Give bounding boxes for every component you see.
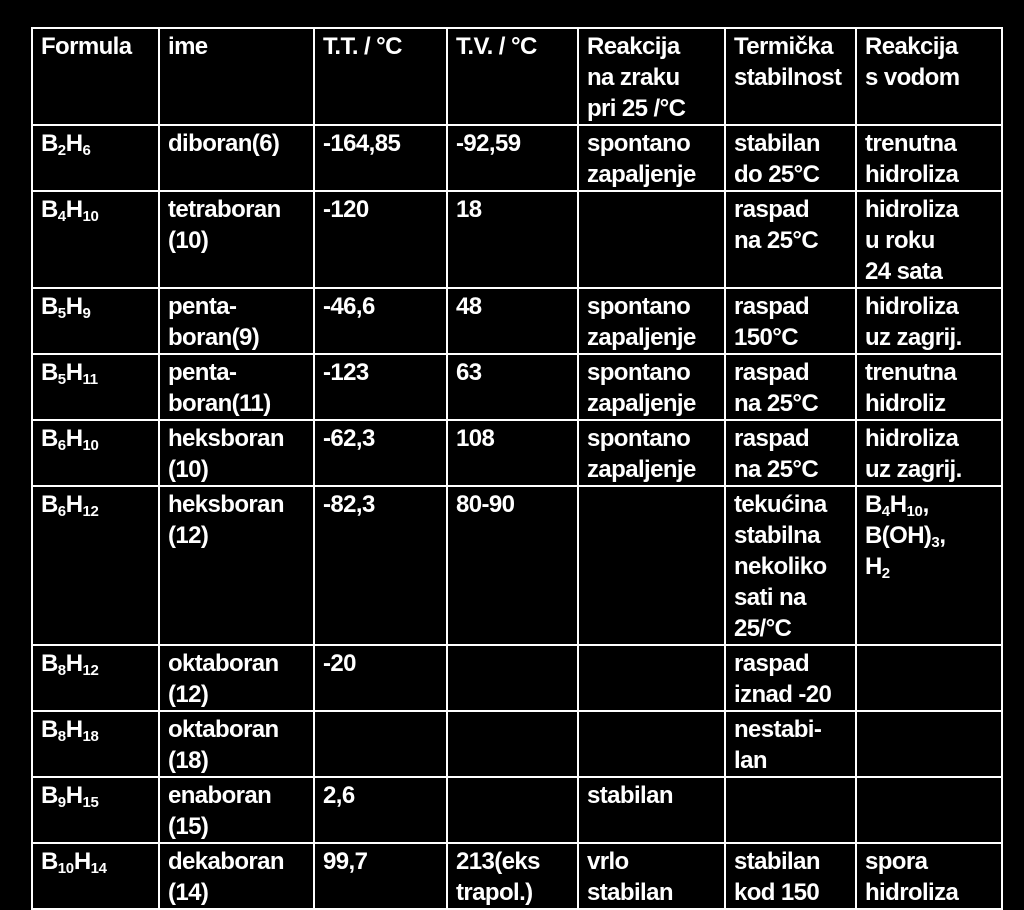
table-row <box>32 486 1002 645</box>
formula-subscript: 4 <box>57 208 66 225</box>
formula-subscript: 8 <box>57 662 66 679</box>
formula-subscript: 14 <box>90 860 107 877</box>
formula-element: B <box>41 196 58 223</box>
header-thermal-stability: Termička stabilnost <box>725 28 856 125</box>
cell-water-reaction: hidroliza uz zagrij. <box>856 288 1002 354</box>
table-row <box>32 777 1002 843</box>
formula-element: H <box>889 491 907 518</box>
chemical-formula <box>41 359 98 386</box>
formula-element: H <box>65 425 83 452</box>
cell-water-reaction: hidroliza uz zagrij. <box>856 420 1002 486</box>
formula-subscript: 9 <box>82 305 91 322</box>
formula-element: B <box>41 782 58 809</box>
cell-water-reaction: hidroliza u roku 24 sata <box>856 191 1002 288</box>
cell-name: oktaboran (12) <box>159 645 314 711</box>
cell-water-reaction <box>856 711 1002 777</box>
cell-boiling-point: 48 <box>447 288 578 354</box>
table-header-row <box>32 28 1002 125</box>
table-row <box>32 288 1002 354</box>
borane-properties-sheet <box>31 27 1001 906</box>
cell-name: dekaboran (14) <box>159 843 314 909</box>
table-row <box>32 420 1002 486</box>
table-row <box>32 711 1002 777</box>
formula-element: H <box>65 293 83 320</box>
cell-boiling-point: 63 <box>447 354 578 420</box>
chemical-formula <box>41 425 99 452</box>
cell-water-reaction: trenutna hidroliza <box>856 125 1002 191</box>
cell-melting-point: -20 <box>314 645 447 711</box>
cell-formula <box>32 486 159 645</box>
formula-subscript: 12 <box>82 662 99 679</box>
cell-thermal-stability: raspad iznad -20 <box>725 645 856 711</box>
header-melting-point: T.T. / °C <box>314 28 447 125</box>
formula-element: H <box>65 130 83 157</box>
formula-subscript: 5 <box>57 371 66 388</box>
cell-water-reaction <box>856 486 1002 645</box>
cell-melting-point: -82,3 <box>314 486 447 645</box>
formula-element: B <box>41 650 58 677</box>
cell-formula <box>32 191 159 288</box>
formula-element: B <box>41 359 58 386</box>
table-row <box>32 354 1002 420</box>
cell-thermal-stability: stabilan do 25°C <box>725 125 856 191</box>
formula-subscript: 11 <box>82 371 98 388</box>
formula-subscript: 10 <box>82 437 99 454</box>
cell-melting-point: -164,85 <box>314 125 447 191</box>
cell-formula <box>32 354 159 420</box>
cell-name: heksboran (10) <box>159 420 314 486</box>
cell-air-reaction: stabilan <box>578 777 725 843</box>
formula-subscript: 12 <box>82 503 99 520</box>
formula-element: B <box>865 491 882 518</box>
chemical-formula <box>41 196 99 223</box>
formula-subscript: 6 <box>57 437 66 454</box>
table-row <box>32 645 1002 711</box>
formula-line <box>865 489 993 520</box>
cell-boiling-point: 18 <box>447 191 578 288</box>
cell-thermal-stability <box>725 777 856 843</box>
cell-formula <box>32 711 159 777</box>
cell-water-reaction <box>856 645 1002 711</box>
chemical-formula <box>41 650 99 677</box>
formula-subscript: 2 <box>881 565 890 582</box>
formula-element: H <box>65 491 83 518</box>
cell-air-reaction: vrlo stabilan <box>578 843 725 909</box>
formula-element: H <box>65 359 83 386</box>
cell-melting-point: -123 <box>314 354 447 420</box>
cell-air-reaction <box>578 486 725 645</box>
formula-subscript: 4 <box>881 503 890 520</box>
header-water-reaction: Reakcija s vodom <box>856 28 1002 125</box>
formula-subscript: 18 <box>82 728 99 745</box>
formula-subscript: 10 <box>57 860 74 877</box>
cell-boiling-point: -92,59 <box>447 125 578 191</box>
cell-formula <box>32 843 159 909</box>
formula-element: , <box>922 491 929 518</box>
formula-element: H <box>65 716 83 743</box>
formula-element: B(OH) <box>865 522 932 549</box>
table-row <box>32 125 1002 191</box>
header-air-reaction: Reakcija na zraku pri 25 /°C <box>578 28 725 125</box>
cell-thermal-stability: raspad na 25°C <box>725 420 856 486</box>
chemical-formula <box>41 293 91 320</box>
cell-formula <box>32 777 159 843</box>
formula-element: H <box>65 196 83 223</box>
cell-boiling-point <box>447 777 578 843</box>
formula-subscript: 9 <box>57 794 66 811</box>
cell-formula <box>32 645 159 711</box>
header-formula: Formula <box>32 28 159 125</box>
cell-melting-point: -46,6 <box>314 288 447 354</box>
cell-thermal-stability: tekućina stabilna nekoliko sati na 25/°C <box>725 486 856 645</box>
cell-name: tetraboran (10) <box>159 191 314 288</box>
cell-water-reaction <box>856 777 1002 843</box>
cell-boiling-point: 213(eks trapol.) <box>447 843 578 909</box>
cell-water-reaction: trenutna hidroliz <box>856 354 1002 420</box>
cell-thermal-stability: raspad 150°C <box>725 288 856 354</box>
chemical-formula <box>41 491 99 518</box>
chemical-formula <box>865 491 929 518</box>
cell-thermal-stability: raspad na 25°C <box>725 354 856 420</box>
cell-melting-point <box>314 711 447 777</box>
formula-subscript: 6 <box>82 142 91 159</box>
formula-element: B <box>41 293 58 320</box>
chemical-formula <box>41 782 99 809</box>
header-name: ime <box>159 28 314 125</box>
formula-element: H <box>65 650 83 677</box>
formula-subscript: 5 <box>57 305 66 322</box>
formula-element: H <box>865 553 882 580</box>
cell-formula <box>32 125 159 191</box>
cell-thermal-stability: stabilan kod 150 <box>725 843 856 909</box>
formula-subscript: 15 <box>82 794 99 811</box>
chemical-formula <box>41 130 91 157</box>
cell-air-reaction: spontano zapaljenje <box>578 288 725 354</box>
formula-element: B <box>41 716 58 743</box>
chemical-formula <box>865 553 890 580</box>
formula-line <box>865 520 993 551</box>
cell-melting-point: -120 <box>314 191 447 288</box>
cell-name: heksboran (12) <box>159 486 314 645</box>
chemical-formula <box>41 848 107 875</box>
cell-formula <box>32 420 159 486</box>
cell-thermal-stability: raspad na 25°C <box>725 191 856 288</box>
formula-element: H <box>65 782 83 809</box>
cell-air-reaction: spontano zapaljenje <box>578 125 725 191</box>
cell-boiling-point: 108 <box>447 420 578 486</box>
formula-subscript: 2 <box>57 142 66 159</box>
cell-melting-point: -62,3 <box>314 420 447 486</box>
cell-name: penta- boran(9) <box>159 288 314 354</box>
cell-air-reaction <box>578 711 725 777</box>
cell-name: oktaboran (18) <box>159 711 314 777</box>
formula-element: , <box>939 522 946 549</box>
chemical-formula <box>41 716 99 743</box>
header-boiling-point: T.V. / °C <box>447 28 578 125</box>
cell-formula <box>32 288 159 354</box>
formula-element: B <box>41 130 58 157</box>
cell-thermal-stability: nestabi- lan <box>725 711 856 777</box>
formula-element: B <box>41 848 58 875</box>
cell-name: penta- boran(11) <box>159 354 314 420</box>
formula-subscript: 6 <box>57 503 66 520</box>
cell-melting-point: 2,6 <box>314 777 447 843</box>
cell-air-reaction: spontano zapaljenje <box>578 420 725 486</box>
table-row <box>32 191 1002 288</box>
cell-boiling-point <box>447 645 578 711</box>
cell-air-reaction: spontano zapaljenje <box>578 354 725 420</box>
formula-element: H <box>73 848 91 875</box>
cell-boiling-point: 80-90 <box>447 486 578 645</box>
formula-subscript: 10 <box>82 208 99 225</box>
formula-subscript: 8 <box>57 728 66 745</box>
formula-element: B <box>41 425 58 452</box>
cell-air-reaction <box>578 191 725 288</box>
cell-boiling-point <box>447 711 578 777</box>
cell-air-reaction <box>578 645 725 711</box>
formula-element: B <box>41 491 58 518</box>
table-row <box>32 843 1002 909</box>
cell-name: diboran(6) <box>159 125 314 191</box>
chemical-formula <box>865 522 945 549</box>
cell-water-reaction: spora hidroliza <box>856 843 1002 909</box>
cell-melting-point: 99,7 <box>314 843 447 909</box>
cell-name: enaboran (15) <box>159 777 314 843</box>
formula-subscript: 10 <box>906 503 923 520</box>
table-body <box>32 125 1002 909</box>
formula-subscript: 3 <box>931 534 940 551</box>
borane-table <box>31 27 1003 910</box>
formula-line <box>865 551 993 582</box>
